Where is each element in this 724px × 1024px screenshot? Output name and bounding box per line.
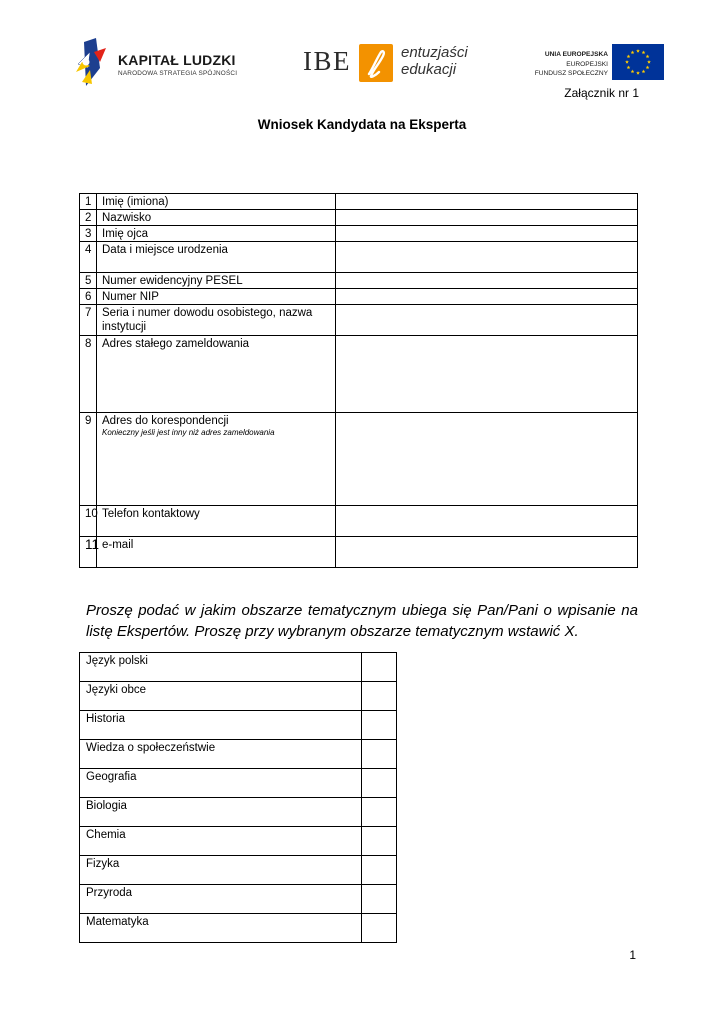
form-row-number: 8 xyxy=(80,336,97,413)
area-label: Historia xyxy=(80,711,362,740)
thematic-areas-table xyxy=(79,652,397,943)
form-row-answer-field[interactable] xyxy=(336,289,638,305)
form-row-label-cell xyxy=(97,210,336,226)
form-row-number: 7 xyxy=(80,305,97,336)
form-row-answer-field[interactable] xyxy=(336,194,638,210)
form-row-label: Imię ojca xyxy=(102,228,149,240)
area-mark-field[interactable] xyxy=(362,885,397,914)
document-title: Wniosek Kandydata na Eksperta xyxy=(257,117,467,132)
form-row-number: 5 xyxy=(80,273,97,289)
form-row-label-cell xyxy=(97,242,336,273)
form-row-answer-field[interactable] xyxy=(336,210,638,226)
eu-logo xyxy=(528,44,664,84)
area-label: Fizyka xyxy=(80,856,362,885)
area-label: Chemia xyxy=(80,827,362,856)
form-row-number: 2 xyxy=(80,210,97,226)
kapital-ludzki-title: KAPITAŁ LUDZKI xyxy=(118,52,236,68)
form-row xyxy=(80,226,638,242)
annex-label: Załącznik nr 1 xyxy=(564,86,639,100)
area-row xyxy=(80,885,397,914)
form-row-answer-field[interactable] xyxy=(336,537,638,568)
form-row-number: 3 xyxy=(80,226,97,242)
form-row xyxy=(80,273,638,289)
form-row-number: 10 xyxy=(80,506,97,537)
form-row-label-cell xyxy=(97,194,336,210)
form-row-answer-field[interactable] xyxy=(336,273,638,289)
form-row-label-cell xyxy=(97,305,336,336)
area-mark-field[interactable] xyxy=(362,769,397,798)
kapital-ludzki-logo xyxy=(76,38,256,90)
form-row-answer-field[interactable] xyxy=(336,305,638,336)
form-row xyxy=(80,537,638,568)
area-label: Język polski xyxy=(80,653,362,682)
form-row-label-cell xyxy=(97,537,336,568)
area-mark-field[interactable] xyxy=(362,827,397,856)
form-row-answer-field[interactable] xyxy=(336,413,638,506)
form-row-label: Adres do korespondencji xyxy=(102,415,229,427)
form-row-label: e-mail xyxy=(102,539,134,551)
area-mark-field[interactable] xyxy=(362,798,397,827)
area-label: Matematyka xyxy=(80,914,362,943)
area-row xyxy=(80,711,397,740)
ibe-logo xyxy=(303,42,473,86)
area-label: Języki obce xyxy=(80,682,362,711)
area-label: Geografia xyxy=(80,769,362,798)
area-label: Biologia xyxy=(80,798,362,827)
form-row xyxy=(80,242,638,273)
area-row xyxy=(80,914,397,943)
area-mark-field[interactable] xyxy=(362,682,397,711)
area-row xyxy=(80,798,397,827)
ibe-tagline-1: entuzjaści xyxy=(401,44,468,61)
area-row xyxy=(80,856,397,885)
form-row-number: 9 xyxy=(80,413,97,506)
area-row xyxy=(80,682,397,711)
form-row xyxy=(80,305,638,336)
form-row-label-cell xyxy=(97,506,336,537)
form-row-note: Konieczny jeśli jest inny niż adres zameldowania xyxy=(102,428,275,437)
area-label: Przyroda xyxy=(80,885,362,914)
eu-line-2: EUROPEJSKI xyxy=(566,61,608,68)
area-mark-field[interactable] xyxy=(362,856,397,885)
form-row-label: Data i miejsce urodzenia xyxy=(102,244,228,256)
form-row xyxy=(80,506,638,537)
form-row-answer-field[interactable] xyxy=(336,242,638,273)
form-row-label-cell xyxy=(97,413,336,506)
form-row-label-cell xyxy=(97,336,336,413)
eu-flag-icon xyxy=(612,44,664,80)
area-row xyxy=(80,769,397,798)
form-row xyxy=(80,336,638,413)
kapital-ludzki-subtitle: NARODOWA STRATEGIA SPÓJNOŚCI xyxy=(118,70,238,77)
form-row-label: Numer NIP xyxy=(102,291,159,303)
form-row-label: Nazwisko xyxy=(102,212,152,224)
form-row-label-cell xyxy=(97,273,336,289)
area-mark-field[interactable] xyxy=(362,711,397,740)
form-row-number: 11 xyxy=(80,537,97,568)
area-mark-field[interactable] xyxy=(362,740,397,769)
area-row xyxy=(80,740,397,769)
form-row-label-cell xyxy=(97,289,336,305)
ibe-tagline-2: edukacji xyxy=(401,61,457,78)
form-row-number: 1 xyxy=(80,194,97,210)
form-row-label: Imię (imiona) xyxy=(102,196,169,208)
candidate-form-table xyxy=(79,193,638,568)
form-row-answer-field[interactable] xyxy=(336,506,638,537)
form-row-label: Telefon kontaktowy xyxy=(102,508,200,520)
form-row-answer-field[interactable] xyxy=(336,226,638,242)
area-mark-field[interactable] xyxy=(362,653,397,682)
form-row-number: 6 xyxy=(80,289,97,305)
form-row xyxy=(80,289,638,305)
instruction-text: Proszę podać w jakim obszarze tematycznym ubiega się Pan/Pani o wpisanie na listę Ekspertów. Proszę przy wybranym obszarze tematycznym wstawić X. xyxy=(86,602,638,640)
form-row xyxy=(80,194,638,210)
form-row xyxy=(80,413,638,506)
page-number: 1 xyxy=(629,948,636,962)
form-row-label: Numer ewidencyjny PESEL xyxy=(102,275,243,287)
area-row xyxy=(80,653,397,682)
ibe-abbr: IBE xyxy=(303,46,351,76)
area-label: Wiedza o społeczeństwie xyxy=(80,740,362,769)
area-row xyxy=(80,827,397,856)
form-row-number: 4 xyxy=(80,242,97,273)
form-row-label: Adres stałego zameldowania xyxy=(102,338,250,350)
area-mark-field[interactable] xyxy=(362,914,397,943)
eu-line-1: UNIA EUROPEJSKA xyxy=(544,51,608,58)
eu-line-3: FUNDUSZ SPOŁECZNY xyxy=(534,70,608,77)
form-row-label-cell xyxy=(97,226,336,242)
form-row-label: Seria i numer dowodu osobistego, nazwa instytucji xyxy=(102,307,313,333)
kapital-ludzki-star-icon xyxy=(76,38,110,90)
ibe-orange-mark-icon xyxy=(359,44,393,82)
form-row xyxy=(80,210,638,226)
form-row-answer-field[interactable] xyxy=(336,336,638,413)
